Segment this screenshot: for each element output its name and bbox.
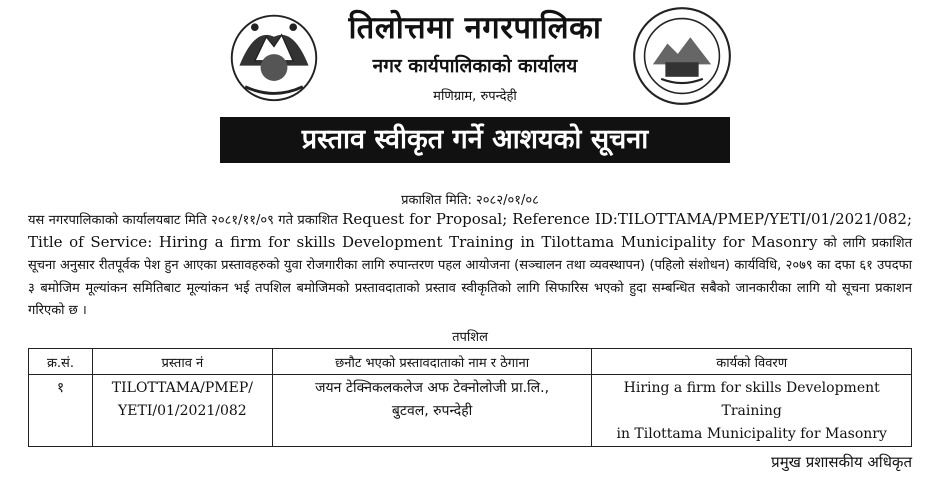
cell-proposal-no bbox=[92, 375, 272, 447]
notice-body-part2: Request for Proposal; Reference ID:TILOTTAMA/PMEP/YETI/01/2021/082; Title of Service: Hiring a firm for skills Development Training in Tilottama Municipality for Masonry bbox=[28, 210, 912, 251]
tilottama-municipality-seal-icon bbox=[630, 4, 734, 108]
cell-work-description bbox=[592, 375, 912, 447]
published-date: प्रकाशित मिति: २०८२/०१/०८ bbox=[401, 193, 539, 208]
notice-body bbox=[28, 209, 912, 322]
header-work-description: कार्यको विवरण bbox=[592, 349, 912, 375]
office-name: नगर कार्यपालिकाको कार्यालय bbox=[372, 55, 578, 77]
nepal-government-emblem-icon bbox=[226, 8, 322, 104]
header-bidder: छनौट भएको प्रस्तावदाताको नाम र ठेगाना bbox=[272, 349, 592, 375]
signatory-title: प्रमुख प्रशासकीय अधिकृत bbox=[771, 453, 912, 471]
work-line1: Hiring a firm for skills Development Training bbox=[623, 380, 880, 419]
schedule-table bbox=[28, 348, 912, 447]
table-header-row bbox=[29, 349, 912, 375]
table-row bbox=[29, 375, 912, 447]
notice-body-part3: को लागि प्रकाशित सूचना अनुसार रीतपूर्वक पेश हुन आएका प्रस्तावहरुको युवा रोजगारीका लागि रुपान्तरण पहल आयोजना (सञ्चालन तथा व्यवस्थापन) (पहिलो संशोधन) कार्यविधि, २०७९ का दफा ६१ उपदफा ३ बमोजिम मूल्यांकन समितिबाट मूल्यांकन भई तपशिल बमोजिमको प्रस्तावदाताको प्रस्ताव स्वीकृतिको लागि सिफारिस भएको हुदा सम्बन्धित सबैको जानकारीका लागि यो सूचना प्रकाशन गरिएको छ । bbox=[28, 235, 912, 318]
proposal-no-line1: TILOTTAMA/PMEP/ bbox=[111, 380, 253, 396]
header-sn: क्र.सं. bbox=[29, 349, 93, 375]
cell-sn: १ bbox=[29, 375, 93, 447]
bidder-line2: बुटवल, रुपन्देही bbox=[391, 403, 473, 419]
header-proposal-no: प्रस्ताव नं bbox=[92, 349, 272, 375]
work-line2: in Tilottama Municipality for Masonry bbox=[616, 426, 887, 442]
schedule-title: तपशिल bbox=[452, 330, 488, 345]
cell-bidder bbox=[272, 375, 592, 447]
bidder-line1: जयन टेक्निकलकलेज अफ टेक्नोलोजी प्रा.लि., bbox=[315, 380, 550, 396]
proposal-no-line2: YETI/01/2021/082 bbox=[118, 403, 247, 419]
office-address: मणिग्राम, रुपन्देही bbox=[433, 89, 517, 104]
notice-title-banner: प्रस्ताव स्वीकृत गर्ने आशयको सूचना bbox=[220, 117, 730, 163]
org-name: तिलोत्तमा नगरपालिका bbox=[348, 10, 602, 46]
notice-body-part1: यस नगरपालिकाको कार्यालयबाट मिति २०८१/११/०९ गते प्रकाशित bbox=[28, 213, 343, 228]
letterhead bbox=[0, 0, 940, 112]
